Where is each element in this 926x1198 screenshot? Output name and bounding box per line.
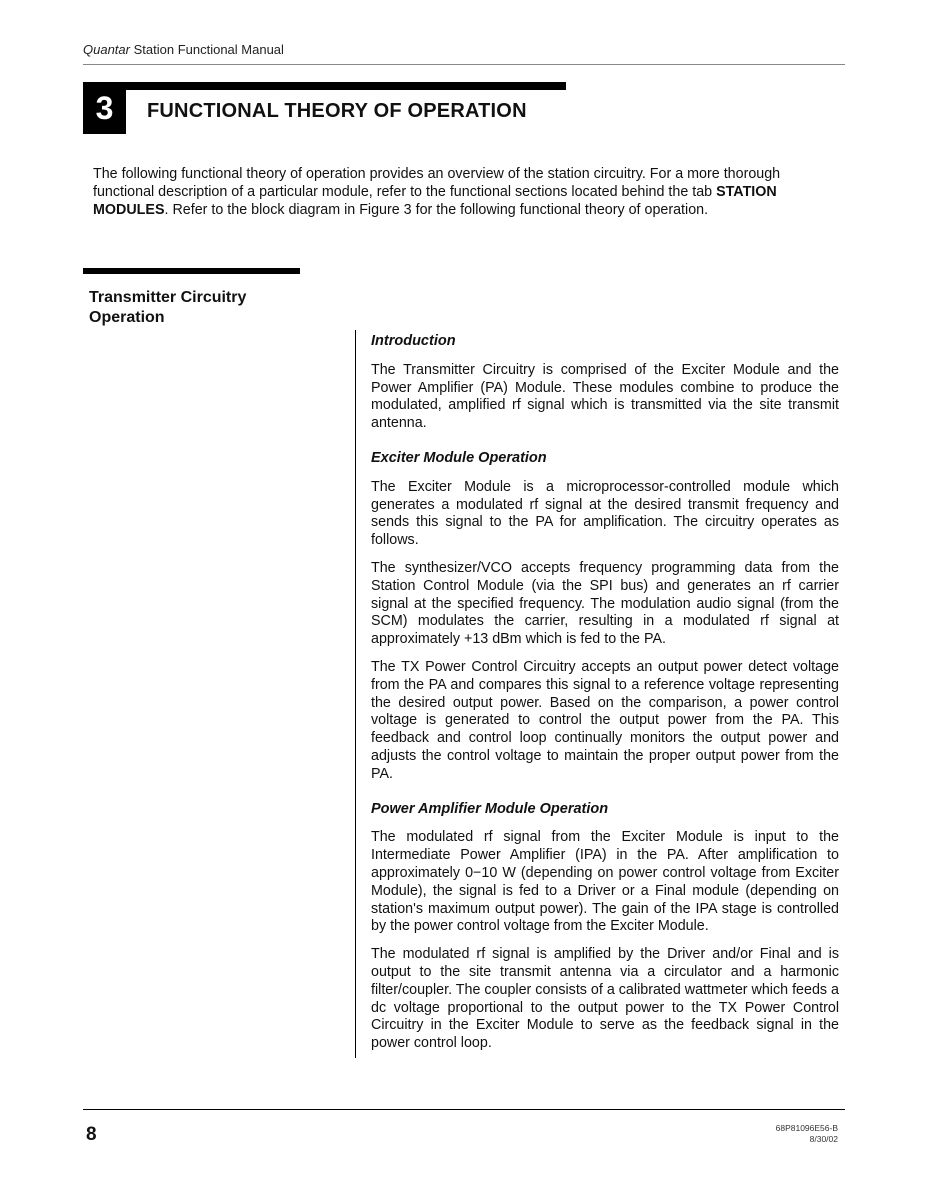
exciter-paragraph-1: The Exciter Module is a microprocessor-controlled module which generates a modulated rf signal at the desired transmit frequency and sends this signal to the PA for amplification. The circuitry operates as follows. — [371, 478, 839, 549]
power-amplifier-paragraph-2: The modulated rf signal is amplified by the Driver and/or Final and is output to the site transmit antenna via a circulator and a harmonic filter/coupler. The coupler consists of a calibrated wattmeter which feeds a dc voltage proportional to the output power to the TX Power Control Circuitry in the Exciter Module to serve as the feedback signal in the power control loop. — [371, 946, 839, 1052]
document-number: 68P81096E56-B — [775, 1123, 838, 1133]
exciter-paragraph-2: The synthesizer/VCO accepts frequency programming data from the Station Control Module (via the SPI bus) and generates an rf carrier signal at the specified frequency. The modulation audio signal (from the SCM) modulates the carrier, resulting in a modulated rf signal at approximately +13 dBm which is fed to the PA. — [371, 559, 839, 648]
running-header — [83, 42, 284, 57]
page-number: 8 — [86, 1124, 97, 1145]
intro-text-end: . Refer to the block diagram in Figure 3 for the following functional theory of operation. — [164, 202, 709, 218]
power-amplifier-paragraph-1: The modulated rf signal from the Exciter Module is input to the Intermediate Power Amplifier (IPA) in the PA. After amplification to approximately 0−10 W (depending on power control voltage from Exciter Module), the signal is fed to a Driver or a Final module (depending on station's maximum output power). The gain of the IPA stage is controlled by the power control voltage from the Exciter Module. — [371, 829, 839, 935]
section-title-bar — [83, 268, 300, 274]
footer-divider — [83, 1109, 845, 1110]
content-side-rule — [355, 330, 356, 1058]
intro-text-start: The following functional theory of operation provides an overview of the station circuitry. For a more thorough functional description of a particular module, refer to the functional sections located behind the tab — [93, 166, 781, 200]
product-name: Quantar — [83, 42, 130, 57]
introduction-paragraph: The Transmitter Circuitry is comprised of the Exciter Module and the Power Amplifier (PA) Module. These modules combine to produce the modulated, amplified rf signal which is transmitted via the site transmit antenna. — [371, 361, 839, 432]
chapter-title-bar — [83, 82, 566, 90]
section-body — [371, 333, 839, 1063]
document-info — [776, 1123, 838, 1145]
chapter-title: FUNCTIONAL THEORY OF OPERATION — [147, 100, 527, 122]
chapter-number-badge — [83, 82, 126, 134]
document-date: 8/30/02 — [809, 1134, 838, 1144]
exciter-heading: Exciter Module Operation — [371, 449, 547, 466]
header-divider — [83, 64, 845, 65]
exciter-paragraph-3: The TX Power Control Circuitry accepts an output power detect voltage from the PA and compares this signal to a reference voltage representing the desired output power. Based on the comparison, a power control voltage is generated to control the output power from the PA. This feedback and control loop continually monitors the output power and adjusts the control voltage to maintain the proper output power from the PA. — [371, 658, 839, 782]
manual-title: Station Functional Manual — [133, 42, 284, 57]
introduction-heading: Introduction — [371, 333, 456, 349]
intro-paragraph — [93, 165, 845, 219]
intro-bold-tab-name: STATION MODULES — [93, 184, 777, 218]
section-title: Transmitter Circuitry Operation — [89, 289, 247, 326]
chapter-number: 3 — [95, 89, 114, 126]
power-amplifier-heading: Power Amplifier Module Operation — [371, 800, 609, 817]
